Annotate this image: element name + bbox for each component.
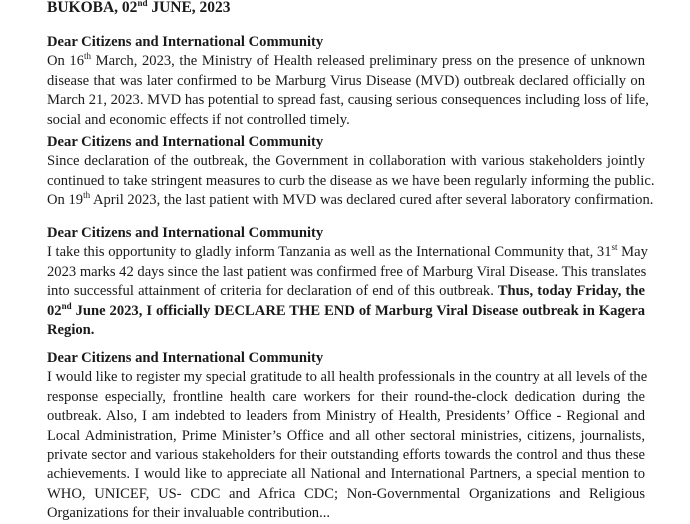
paragraph-line: I take this opportunity to gladly inform Tanzania as well as the International Community that, 31st May: [47, 242, 648, 261]
dateline-rest: JUNE, 2023: [147, 0, 231, 16]
paragraph-line: into successful attainment of criteria for declaration of end of this outbreak. Thus, today Friday, the: [47, 283, 645, 300]
paragraph-line: 2023 marks 42 days since the last patient was confirmed free of Marburg Viral Disease. This translates: [47, 263, 647, 280]
paragraph-line: social and economic effects if not controlled timely.: [47, 111, 350, 128]
dateline-sup: nd: [137, 0, 148, 8]
paragraph-line: WHO, UNICEF, US- CDC and Africa CDC; Non-Governmental Organizations and Religious: [47, 485, 645, 502]
paragraph-line-cut: Organizations for their invaluable contribution...: [47, 505, 331, 522]
paragraph-line: outbreak. Also, I am indebted to leaders from Ministry of Health, Presidents’ Office - Regional and: [47, 408, 645, 425]
dateline: [47, 0, 231, 17]
dateline-place: BUKOBA, 02: [47, 0, 138, 16]
paragraph-line: achievements. I would like to appreciate all National and International Partners, a special mention to: [47, 466, 645, 483]
section-heading: Dear Citizens and International Community: [47, 350, 324, 366]
paragraph-line: Local Administration, Prime Minister’s Office and all other sectoral ministries, citizens, journalists,: [47, 427, 645, 444]
section-heading: Dear Citizens and International Community: [47, 34, 324, 50]
declaration-line: 02nd June 2023, I officially DECLARE THE END of Marburg Viral Disease outbreak in Kagera: [47, 300, 645, 319]
paragraph-line: March 21, 2023. MVD has potential to spread fast, causing serious consequences including loss of life,: [47, 92, 649, 109]
paragraph-line: Since declaration of the outbreak, the Government in collaboration with various stakeholders jointly: [47, 153, 645, 170]
paragraph-line: continued to take stringent measures to curb the disease as we have been regularly informing the public.: [47, 172, 655, 189]
section-heading: Dear Citizens and International Community: [47, 134, 324, 150]
paragraph-line: On 19th April 2023, the last patient with MVD was declared cured after several laboratory confirmation.: [47, 190, 654, 209]
paragraph-line: I would like to register my special gratitude to all health professionals in the country at all levels of the: [47, 369, 648, 386]
section-heading: Dear Citizens and International Community: [47, 225, 324, 241]
paragraph-line: private sector and various stakeholders for their outstanding efforts towards the control and thus these: [47, 447, 645, 464]
section-1: [47, 33, 649, 130]
paragraph-line: On 16th March, 2023, the Ministry of Health released preliminary press on the presence of unknown: [47, 51, 645, 70]
section-3: [47, 224, 648, 340]
section-2: [47, 133, 655, 211]
paragraph-line: disease that was later confirmed to be Marburg Virus Disease (MVD) outbreak declared officially on: [47, 72, 645, 89]
section-4: [47, 349, 648, 524]
paragraph-line: response especially, frontline health care workers for their round-the-clock dedication during the: [47, 388, 645, 405]
declaration-line: Region.: [47, 322, 95, 339]
